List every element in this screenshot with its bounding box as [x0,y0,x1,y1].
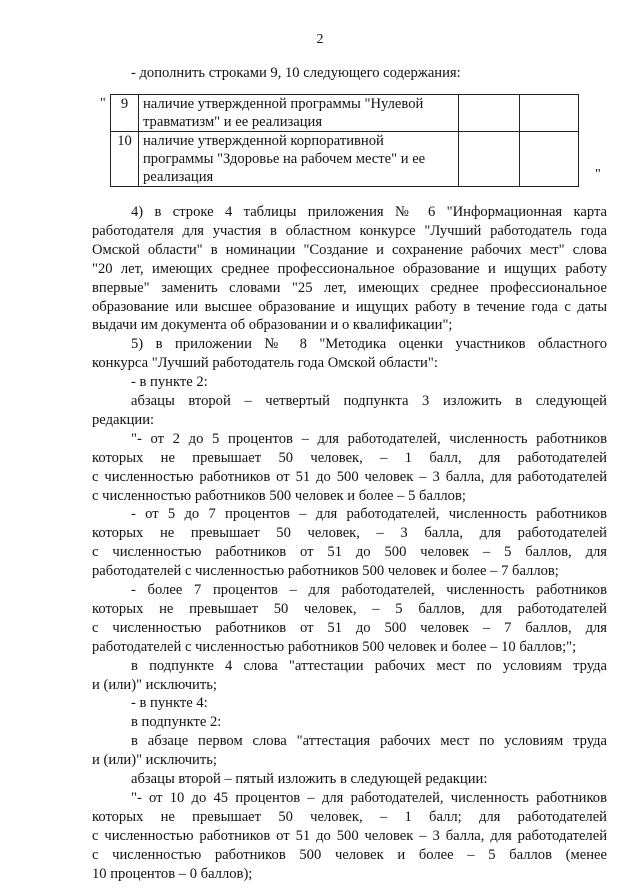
paragraph-line: "- от 10 до 45 процентов – для работодателей, численность работников [131,789,607,806]
paragraph-line: и (или)" исключить; [92,676,217,693]
paragraph-line: и (или)" исключить; [92,752,217,769]
paragraph-line: с численностью работников от 51 до 500 человек – 5 баллов, для [92,544,607,561]
paragraph-line: - в пункте 4: [131,695,208,712]
paragraph-line: "- от 2 до 5 процентов – для работодателей, численность работников [131,430,607,447]
paragraph-line: которых не превышает 50 человек, – 1 балл, для работодателей [92,449,607,466]
paragraph-line: абзацы второй – четвертый подпункта 3 изложить в следующей [131,393,607,409]
paragraph-line: с численностью работников 500 человек и более – 5 баллов (менее [92,846,607,863]
paragraph-line: которых не превышает 50 человек, – 3 балла, для работодателей [92,525,607,542]
paragraph-line: конкурса "Лучший работодатель года Омской области": [92,355,438,372]
page-number: 2 [316,32,324,47]
paragraph-line: с численностью работников 500 человек и более – 5 баллов; [92,487,466,504]
paragraph-line: в абзаце первом слова "аттестация рабочих мест по условиям труда [131,733,607,750]
paragraph-line: с численностью работников от 51 до 500 человек – 7 баллов, для [92,619,607,636]
paragraph-line: работодателей с численностью работников 500 человек и более – 10 баллов;"; [92,638,577,655]
paragraph-line: "20 лет, имеющих среднее профессиональное образование и ищущих работу [92,260,607,277]
paragraph-line: в подпункте 4 слова "аттестации рабочих мест по условиям труда [131,657,607,674]
table-row [111,132,579,187]
row-number: 9 [111,95,139,132]
paragraph-line: 5) в приложении № 8 "Методика оценки участников областного [131,336,607,353]
paragraph-line: Омской области" в номинации "Создание и сохранение рабочих мест" слова [92,241,607,258]
row-text: наличие утвержденной корпоративной программы "Здоровье на рабочем месте" и ее реализация [139,132,459,187]
row-number: 10 [111,132,139,187]
paragraph-line: 4) в строке 4 таблицы приложения № 6 "Информационная карта [131,204,607,220]
row-text: наличие утвержденной программы "Нулевой травматизм" и ее реализация [139,95,459,132]
table-row [111,95,579,132]
intro-text: - дополнить строками 9, 10 следующего содержания: [131,65,461,81]
paragraph-line: работодателей с численностью работников 500 человек и более – 7 баллов; [92,563,559,580]
empty-cell [520,95,579,132]
paragraph-line: которых не превышает 50 человек, – 1 балл; для работодателей [92,808,607,825]
paragraph-line: - более 7 процентов – для работодателей, численность работников [131,582,607,598]
paragraph-line: образование или высшее образование и ищущих работу в течение года с даты [92,298,607,315]
paragraph-line: редакции: [92,411,155,428]
empty-cell [520,132,579,187]
table-close-quote: " [595,167,601,182]
paragraph-line: с численностью работников от 51 до 500 человек – 3 балла, для работодателей [92,827,607,844]
paragraph-line: которых не превышает 50 человек, – 5 баллов, для работодателей [92,600,607,617]
paragraph-line: абзацы второй – пятый изложить в следующей редакции: [131,771,488,787]
paragraph-line: в подпункте 2: [131,714,222,731]
inserted-rows-table [110,94,579,187]
empty-cell [459,95,520,132]
paragraph-line: впервые" заменить словами "25 лет, имеющих среднее профессиональное [92,279,607,296]
empty-cell [459,132,520,187]
paragraph-line: с численностью работников от 51 до 500 человек – 3 балла, для работодателей [92,468,607,485]
paragraph-line: - в пункте 2: [131,374,208,391]
paragraph-line: выдачи им документа об образовании и о квалификации"; [92,317,453,334]
table-open-quote: " [100,96,106,111]
paragraph-line: - от 5 до 7 процентов – для работодателей, численность работников [131,506,607,523]
paragraph-line: 10 процентов – 0 баллов); [92,865,253,882]
paragraph-line: работодателя для участия в областном конкурсе "Лучший работодатель года [92,222,607,239]
